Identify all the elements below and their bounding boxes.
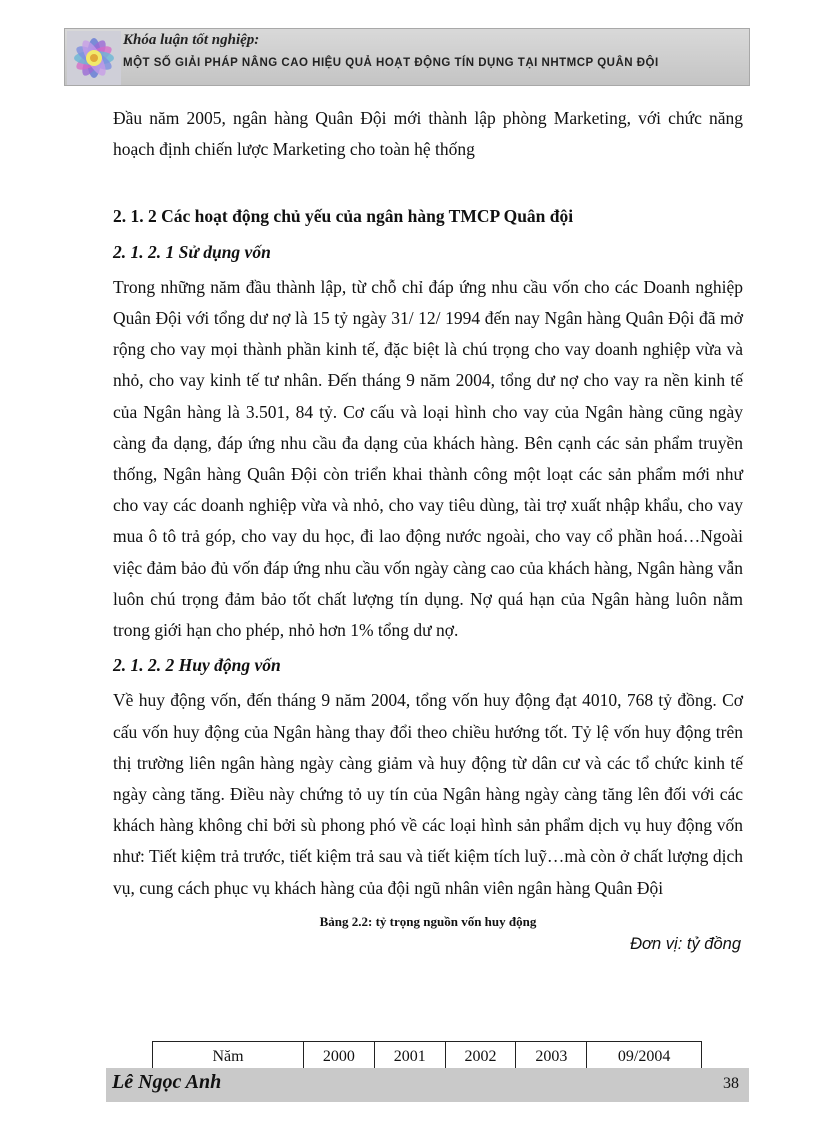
logo-flower-icon <box>67 31 121 85</box>
table-header-cell: 2002 <box>445 1042 516 1073</box>
intro-paragraph: Đầu năm 2005, ngân hàng Quân Đội mới thành lập phòng Marketing, với chức năng hoạch định chiến lược Marketing cho toàn hệ thống <box>113 108 743 160</box>
subsection-heading-1: 2. 1. 2. 1 Sử dụng vốn <box>113 241 271 262</box>
header-title: Khóa luận tốt nghiệp: <box>123 32 260 48</box>
page-header <box>64 28 750 86</box>
table-header-cell: 2000 <box>304 1042 375 1073</box>
page-footer <box>106 1068 749 1102</box>
table-header-cell: 09/2004 <box>587 1042 702 1073</box>
section-heading: 2. 1. 2 Các hoạt động chủ yếu của ngân hàng TMCP Quân đội <box>113 206 574 227</box>
table-header-cell: 2003 <box>516 1042 587 1073</box>
document-body <box>113 103 743 956</box>
subsection-paragraph-1: Trong những năm đầu thành lập, từ chỗ chỉ đáp ứng nhu cầu vốn cho các Doanh nghiệp Quân Đội với tổng dư nợ là 15 tỷ ngày 31/ 12/ 1994 đến nay Ngân hàng Quân Đội đã mở rộng cho vay mọi thành phần kinh tế, đặc biệt là chú trọng cho vay doanh nghiệp vừa và nhỏ, cho vay kinh tế tư nhân. Đến tháng 9 năm 2004, tổng dư nợ cho vay ra nền kinh tế của Ngân hàng là 3.501, 84 tỷ. Cơ cấu và loại hình cho vay của Ngân hàng cũng ngày càng đa dạng, đáp ứng nhu cầu đa dạng của khách hàng. Bên cạnh các sản phẩm truyền thống, Ngân hàng Quân Đội còn triển khai thành công một loạt các sản phẩm mới như cho vay các doanh nghiệp vừa và nhỏ, cho vay tiêu dùng, tài trợ xuất nhập khẩu, cho vay mua ô tô trả góp, cho vay du học, đi lao động nước ngoài, cho vay cổ phần hoá…Ngoài việc đảm bảo đủ vốn đáp ứng nhu cầu vốn ngày càng cao của khách hàng, Ngân hàng vẫn luôn chú trọng đảm bảo tốt chất lượng tín dụng. Nợ quá hạn của Ngân hàng luôn nằm trong giới hạn cho phép, nhỏ hơn 1% tổng dư nợ. <box>113 276 743 641</box>
header-subtitle: MỘT SỐ GIẢI PHÁP NÂNG CAO HIỆU QUẢ HOẠT ĐỘNG TÍN DỤNG TẠI NHTMCP QUÂN ĐỘI <box>123 57 659 69</box>
table-unit: Đơn vị: tỷ đồng <box>630 934 741 953</box>
page-number: 38 <box>723 1075 739 1092</box>
subsection-paragraph-2: Về huy động vốn, đến tháng 9 năm 2004, tổng vốn huy động đạt 4010, 768 tỷ đồng. Cơ cấu vốn huy động của Ngân hàng thay đổi theo chiều hướng tốt. Tỷ lệ vốn huy động trên thị trường liên ngân hàng ngày càng giảm và huy động từ dân cư và các tổ chức kinh tế ngày càng tăng. Điều này chứng tỏ uy tín của Ngân hàng ngày càng tăng lên đối với các khách hàng không chỉ bởi sù phong phó về các loại hình sản phẩm dịch vụ huy động vốn như: Tiết kiệm trả trước, tiết kiệm trả sau và tiết kiệm tích luỹ…mà còn ở chất lượng dịch vụ, cung cách phục vụ khách hàng của đội ngũ nhân viên ngân hàng Quân Đội <box>113 690 743 898</box>
author-name: Lê Ngọc Anh <box>112 1071 222 1093</box>
subsection-heading-2: 2. 1. 2. 2 Huy động vốn <box>113 655 281 676</box>
table-caption: Bảng 2.2: tỷ trọng nguồn vốn huy động <box>319 913 537 929</box>
table-header-cell: Năm <box>153 1042 304 1073</box>
table-header-cell: 2001 <box>374 1042 445 1073</box>
